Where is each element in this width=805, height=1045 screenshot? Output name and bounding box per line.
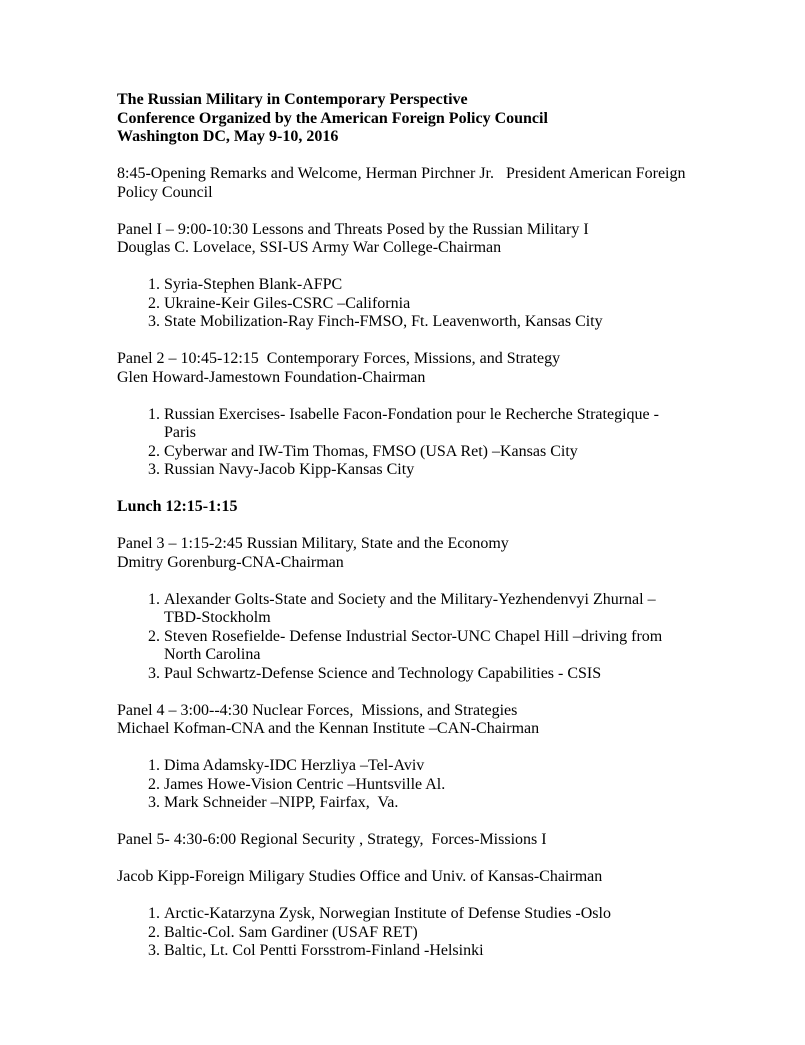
spacer: [117, 683, 689, 702]
spacer: [117, 517, 689, 536]
panel-3-speakers-list: [117, 591, 689, 684]
lunch-line: Lunch 12:15-1:15: [117, 498, 238, 515]
panel-3-heading: Panel 3 – 1:15-2:45 Russian Military, State and the Economy: [117, 535, 509, 552]
speaker-item: 2. Baltic-Col. Sam Gardiner (USAF RET): [164, 924, 689, 943]
speaker-item: 3. Mark Schneider –NIPP, Fairfax, Va.: [164, 794, 689, 813]
panel-1-heading: Panel I – 9:00-10:30 Lessons and Threats Posed by the Russian Military I: [117, 220, 589, 238]
panel-1-chairman: Douglas C. Lovelace, SSI-US Army War College-Chairman: [117, 239, 502, 256]
spacer: [117, 202, 689, 221]
panel-1-speakers-list: [117, 276, 689, 332]
spacer: [117, 739, 689, 758]
spacer: [117, 572, 689, 591]
speaker-item: 3. State Mobilization-Ray Finch-FMSO, Ft. Leavenworth, Kansas City: [164, 313, 689, 332]
spacer: [117, 480, 689, 499]
speaker-item: 1. Alexander Golts-State and Society and the Military-Yezhendenvyi Zhurnal – TBD-Stockholm: [164, 591, 689, 628]
doc-organizer: Conference Organized by the American Foreign Policy Council: [117, 109, 548, 127]
speaker-item: 3. Paul Schwartz-Defense Science and Technology Capabilities - CSIS: [164, 665, 689, 684]
speaker-item: 3. Baltic, Lt. Col Pentti Forsstrom-Finland -Helsinki: [164, 942, 689, 961]
speaker-item: 2. James Howe-Vision Centric –Huntsville Al.: [164, 776, 689, 795]
spacer: [117, 850, 689, 869]
speaker-item: 1. Syria-Stephen Blank-AFPC: [164, 276, 689, 295]
panel-2-chairman: Glen Howard-Jamestown Foundation-Chairman: [117, 368, 426, 386]
opening-remarks: 8:45-Opening Remarks and Welcome, Herman Pirchner Jr. President American Foreign Policy Council: [117, 165, 690, 201]
doc-date-location: Washington DC, May 9-10, 2016: [117, 128, 339, 145]
panel-3-chairman: Dmitry Gorenburg-CNA-Chairman: [117, 553, 344, 571]
spacer: [117, 147, 689, 166]
speaker-item: 1. Russian Exercises- Isabelle Facon-Fondation pour le Recherche Strategique -Paris: [164, 406, 689, 443]
speaker-item: 2. Steven Rosefielde- Defense Industrial Sector-UNC Chapel Hill –driving from North Carolina: [164, 628, 689, 665]
speaker-item: 1. Arctic-Katarzyna Zysk, Norwegian Institute of Defense Studies -Oslo: [164, 905, 689, 924]
spacer: [117, 887, 689, 906]
speaker-item: 3. Russian Navy-Jacob Kipp-Kansas City: [164, 461, 689, 480]
speaker-item: 2. Cyberwar and IW-Tim Thomas, FMSO (USA Ret) –Kansas City: [164, 443, 689, 462]
panel-4-chairman: Michael Kofman-CNA and the Kennan Institute –CAN-Chairman: [117, 720, 540, 737]
panel-4-speakers-list: [117, 757, 689, 813]
panel-5-chairman: Jacob Kipp-Foreign Miligary Studies Office and Univ. of Kansas-Chairman: [117, 868, 603, 885]
spacer: [117, 258, 689, 277]
panel-4-heading: Panel 4 – 3:00--4:30 Nuclear Forces, Missions, and Strategies: [117, 701, 518, 719]
speaker-item: 1. Dima Adamsky-IDC Herzliya –Tel-Aviv: [164, 757, 689, 776]
panel-5-speakers-list: [117, 905, 689, 961]
spacer: [117, 387, 689, 406]
speaker-item: 2. Ukraine-Keir Giles-CSRC –California: [164, 295, 689, 314]
spacer: [117, 813, 689, 832]
doc-title: The Russian Military in Contemporary Perspective: [117, 91, 468, 108]
panel-5-heading: Panel 5- 4:30-6:00 Regional Security , Strategy, Forces-Missions I: [117, 831, 547, 848]
spacer: [117, 332, 689, 351]
panel-2-speakers-list: [117, 406, 689, 480]
panel-2-heading: Panel 2 – 10:45-12:15 Contemporary Forces, Missions, and Strategy: [117, 350, 561, 367]
